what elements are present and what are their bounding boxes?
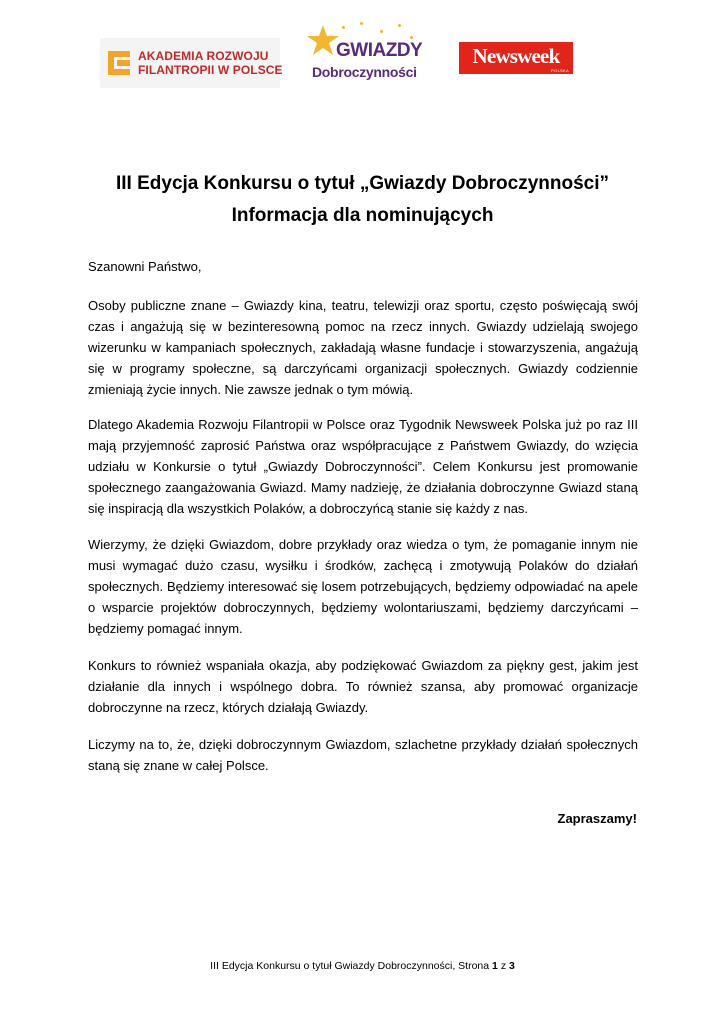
footer-text: III Edycja Konkursu o tytuł Gwiazdy Dobroczynności, Strona xyxy=(210,960,490,972)
closing-text: Zapraszamy! xyxy=(557,811,637,826)
star-icon xyxy=(306,24,340,58)
sparkle-dot xyxy=(410,36,413,39)
gwiazdy-logo-title: GWIAZDY xyxy=(336,40,423,61)
paragraph: Osoby publiczne znane – Gwiazdy kina, teatru, telewizji oraz sportu, często poświęcają swój czas i angażują się w bezinteresowną pomoc na rzecz innych. Gwiazdy udzielają swojego wizerunku w kampaniach społecznych, zakładają własne fundacje i stowarzyszenia, angażują się w programy społeczne, są darczyńcami organizacji społecznych. Gwiazdy codziennie zmieniają życie innych. Nie zawsze jednak o tym mówią. xyxy=(88,298,638,397)
paragraph: Wierzymy, że dzięki Gwiazdom, dobre przykłady oraz wiedza o tym, że pomaganie innym nie musi wymagać dużo czasu, wysiłku i środków, zachęcą i zmotywują Polaków do działań społecznych. Będziemy interesować się losem potrzebujących, będziemy odpowiadać na apele o wsparcie projektów dobroczynnych, będziemy wolontariuszami, będziemy darczyńcami – będziemy pomagać innym. xyxy=(88,537,638,636)
newsweek-logo xyxy=(459,42,573,74)
document-subtitle: Informacja dla nominujących xyxy=(231,205,494,226)
paragraph: Konkurs to również wspaniała okazja, aby podziękować Gwiazdom za piękny gest, jakim jest działanie dla innych i wspólnego dobra. To również szansa, aby promować organizacje dobroczynne na rzecz, których działają Gwiazdy. xyxy=(88,658,638,715)
sparkle-dot xyxy=(360,22,363,25)
akademia-logo-line1: AKADEMIA ROZWOJU xyxy=(138,49,269,63)
footer-total-pages: 3 xyxy=(508,960,515,972)
akademia-logo-line2: FILANTROPII W POLSCE xyxy=(138,63,283,77)
footer-separator: z xyxy=(500,960,507,972)
document-title: III Edycja Konkursu o tytuł „Gwiazdy Dobroczynności” xyxy=(115,173,610,194)
gwiazdy-logo xyxy=(302,20,423,94)
newsweek-logo-name: Newsweek xyxy=(472,44,560,68)
page-footer xyxy=(0,960,725,972)
akademia-logo xyxy=(100,38,283,88)
salutation: Szanowni Państwo, xyxy=(88,259,202,274)
paragraph: Dlatego Akademia Rozwoju Filantropii w Polsce oraz Tygodnik Newsweek Polska już po raz III mają przyjemność zaprosić Państwa oraz współpracujące z Państwem Gwiazdy, do wzięcia udziału w Konkursie o tytuł „Gwiazdy Dobroczynności”. Celem Konkursu jest promowanie społecznego zaangażowania Gwiazd. Mamy nadzieję, że działania dobroczynne Gwiazd staną się inspiracją dla wszystkich Polaków, a dobroczyńcą stanie się każdy z nas. xyxy=(88,417,638,516)
sparkle-dot xyxy=(380,30,383,33)
newsweek-logo-sub: POLSKA xyxy=(551,68,569,73)
footer-current-page: 1 xyxy=(492,960,498,972)
sparkle-dot xyxy=(342,26,345,29)
sparkle-dot xyxy=(398,24,401,27)
gwiazdy-logo-subtitle: Dobroczynności xyxy=(312,64,417,80)
akademia-emblem-icon xyxy=(106,49,132,77)
paragraph: Liczymy na to, że, dzięki dobroczynnym Gwiazdom, szlachetne przykłady działań społecznych staną się znane w całej Polsce. xyxy=(88,737,638,773)
